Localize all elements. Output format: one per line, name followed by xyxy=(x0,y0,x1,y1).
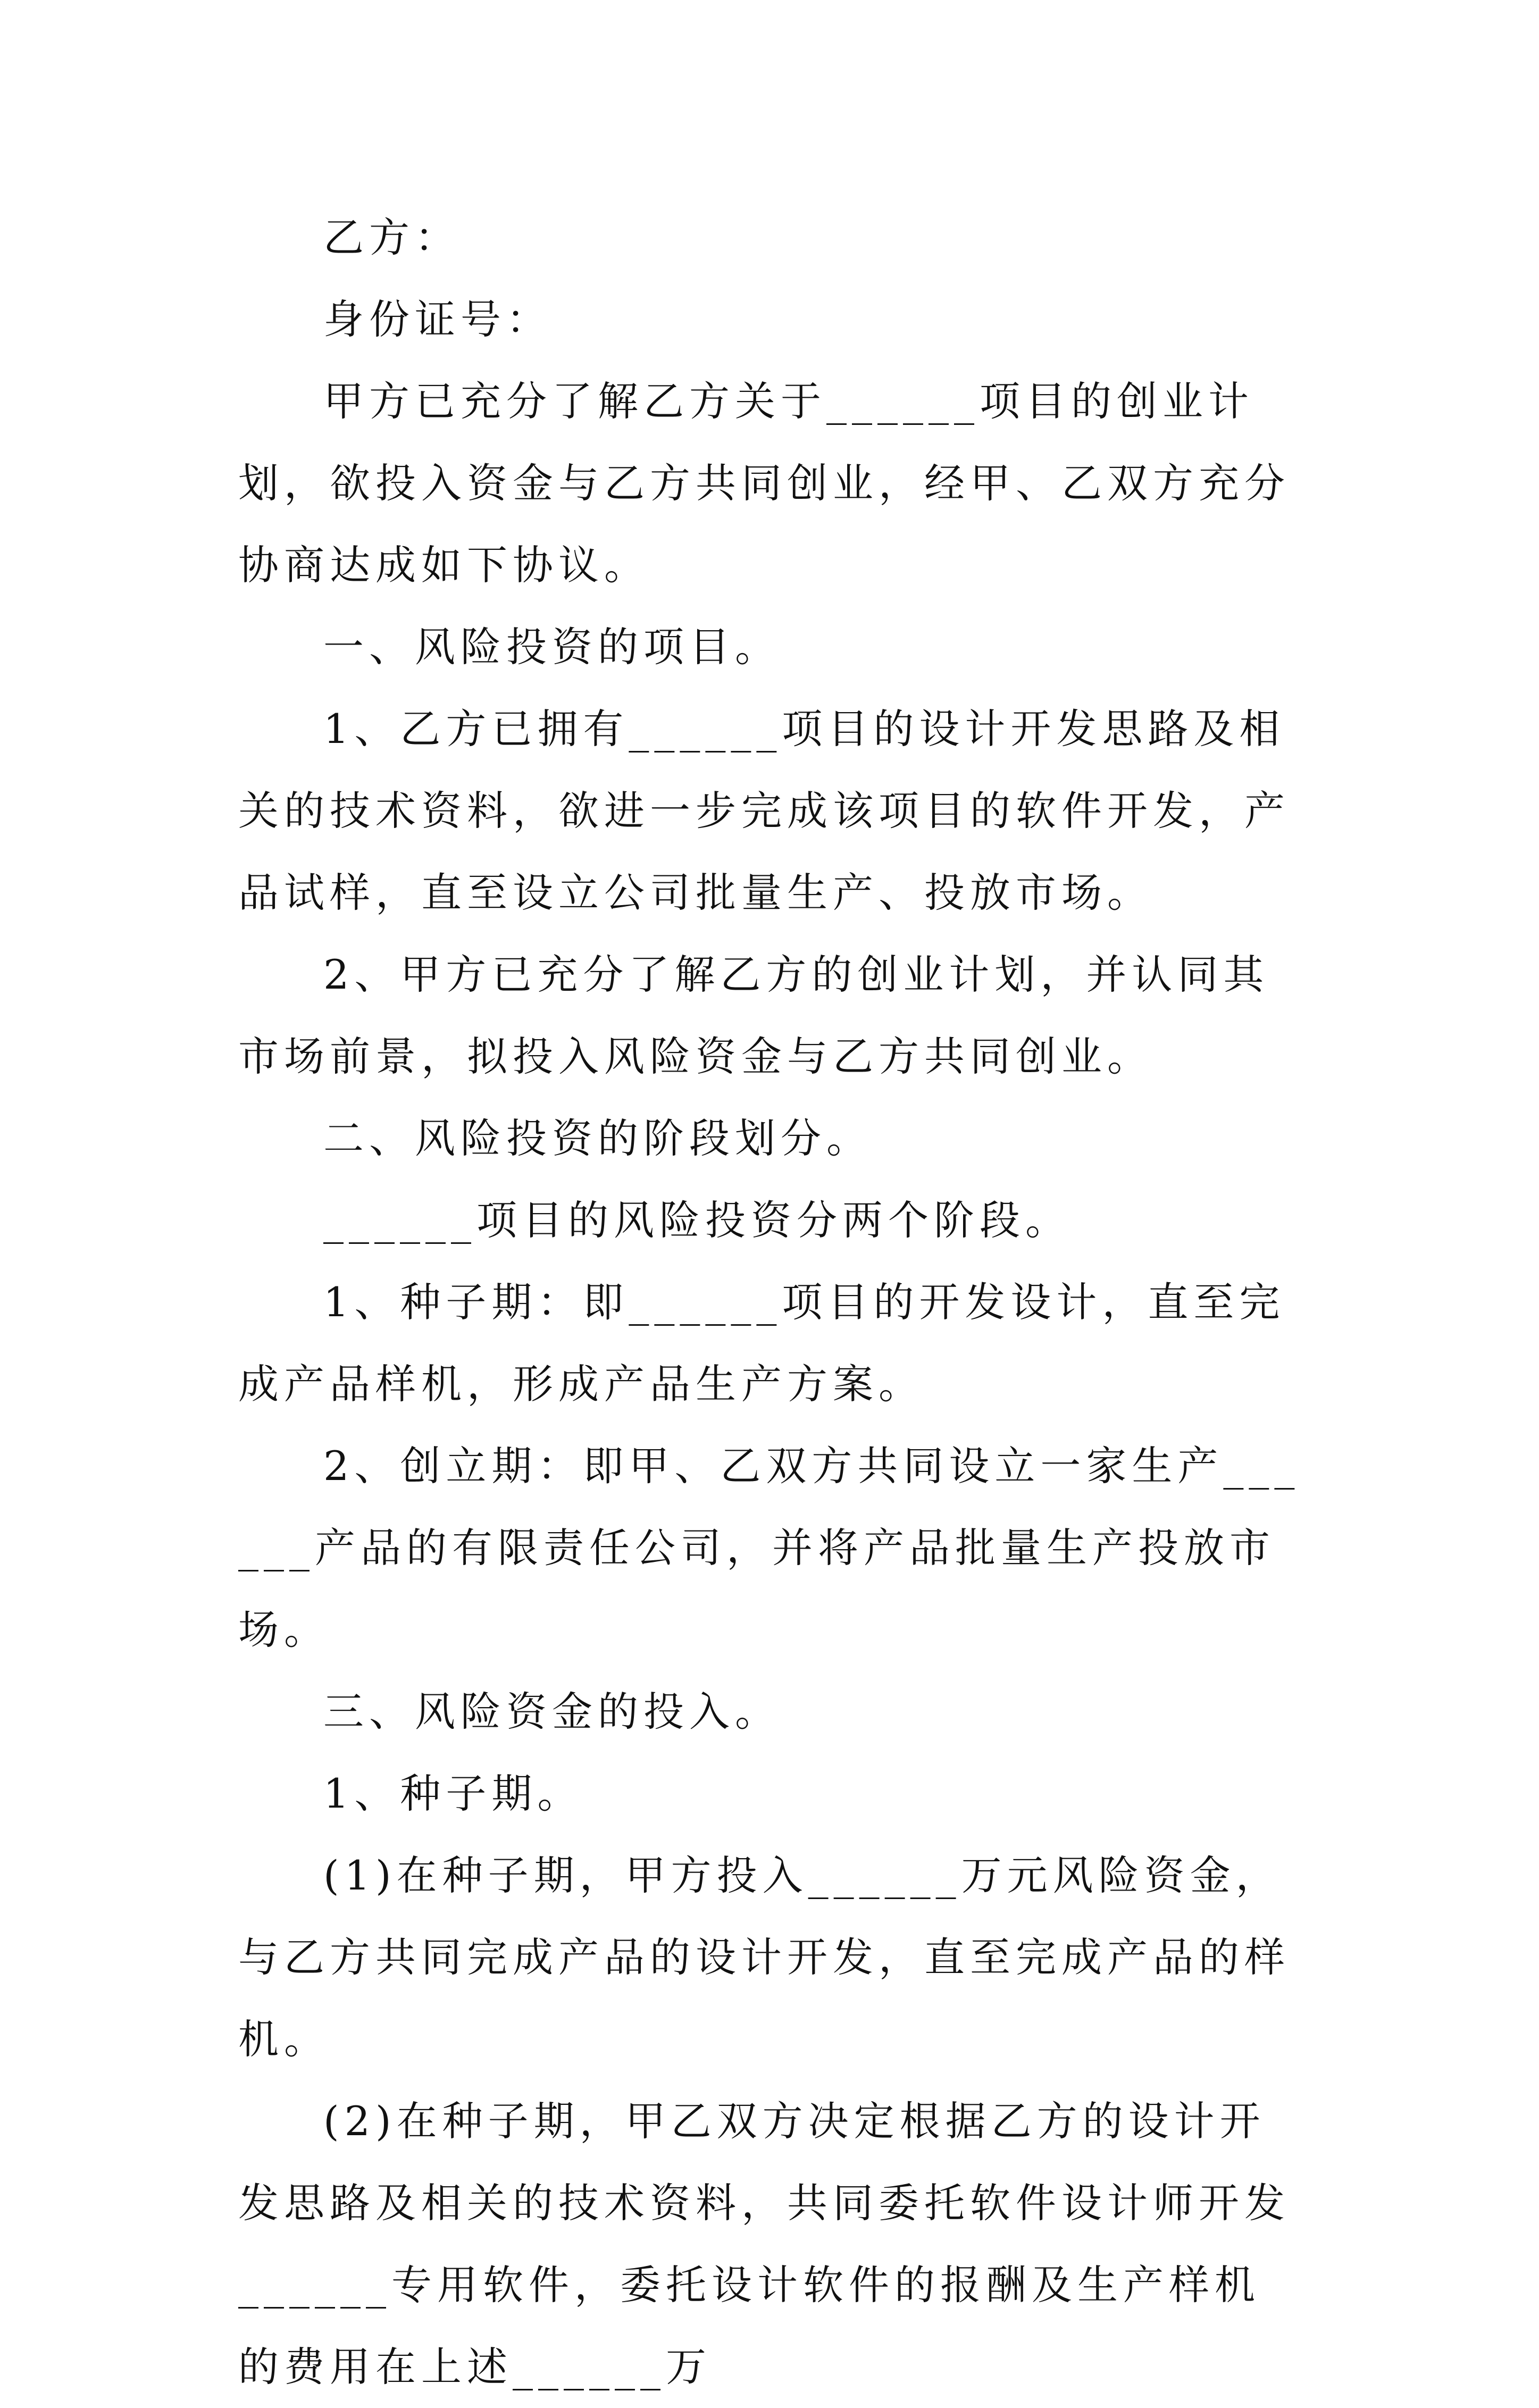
section-heading-investment: 三、风险资金的投入。 xyxy=(323,1688,781,1735)
paragraph-project-item-1: 1、乙方已拥有______项目的设计开发思路及相关的技术资料，欲进一步完成该项目的软件开发，产品试样，直至设立公司批量生产、投放市场。 xyxy=(238,705,1290,916)
paragraph-seed-clause-2: (2)在种子期，甲乙双方决定根据乙方的设计开发思路及相关的技术资料，共同委托软件设计师开发______专用软件，委托设计软件的报酬及生产样机的费用在上述______万 xyxy=(238,2097,1290,2390)
section-heading-stages: 二、风险投资的阶段划分。 xyxy=(323,1115,872,1162)
paragraph-seed-clause-1: (1)在种子期，甲方投入______万元风险资金，与乙方共同完成产品的设计开发，直至完成产品的样机。 xyxy=(238,1852,1290,2063)
paragraph-project-item-2: 2、甲方已充分了解乙方的创业计划，并认同其市场前景，拟投入风险资金与乙方共同创业。 xyxy=(238,951,1269,1080)
paragraph-preamble: 甲方已充分了解乙方关于______项目的创业计划，欲投入资金与乙方共同创业，经甲、乙双方充分协商达成如下协议。 xyxy=(238,378,1290,589)
paragraph-party-b: 乙方： xyxy=(323,214,461,261)
document-body xyxy=(238,197,1302,2408)
paragraph-stage-founding: 2、创立期：即甲、乙双方共同设立一家生产______产品的有限责任公司，并将产品批量生产投放市场。 xyxy=(238,1442,1300,1653)
paragraph-id-number: 身份证号： xyxy=(323,296,552,343)
subheading-seed-period: 1、种子期。 xyxy=(323,1770,583,1817)
section-heading-project: 一、风险投资的项目。 xyxy=(323,623,781,671)
paragraph-stage-seed: 1、种子期：即______项目的开发设计，直至完成产品样机，形成产品生产方案。 xyxy=(238,1278,1285,1408)
paragraph-stages-intro: ______项目的风险投资分两个阶段。 xyxy=(323,1197,1071,1244)
